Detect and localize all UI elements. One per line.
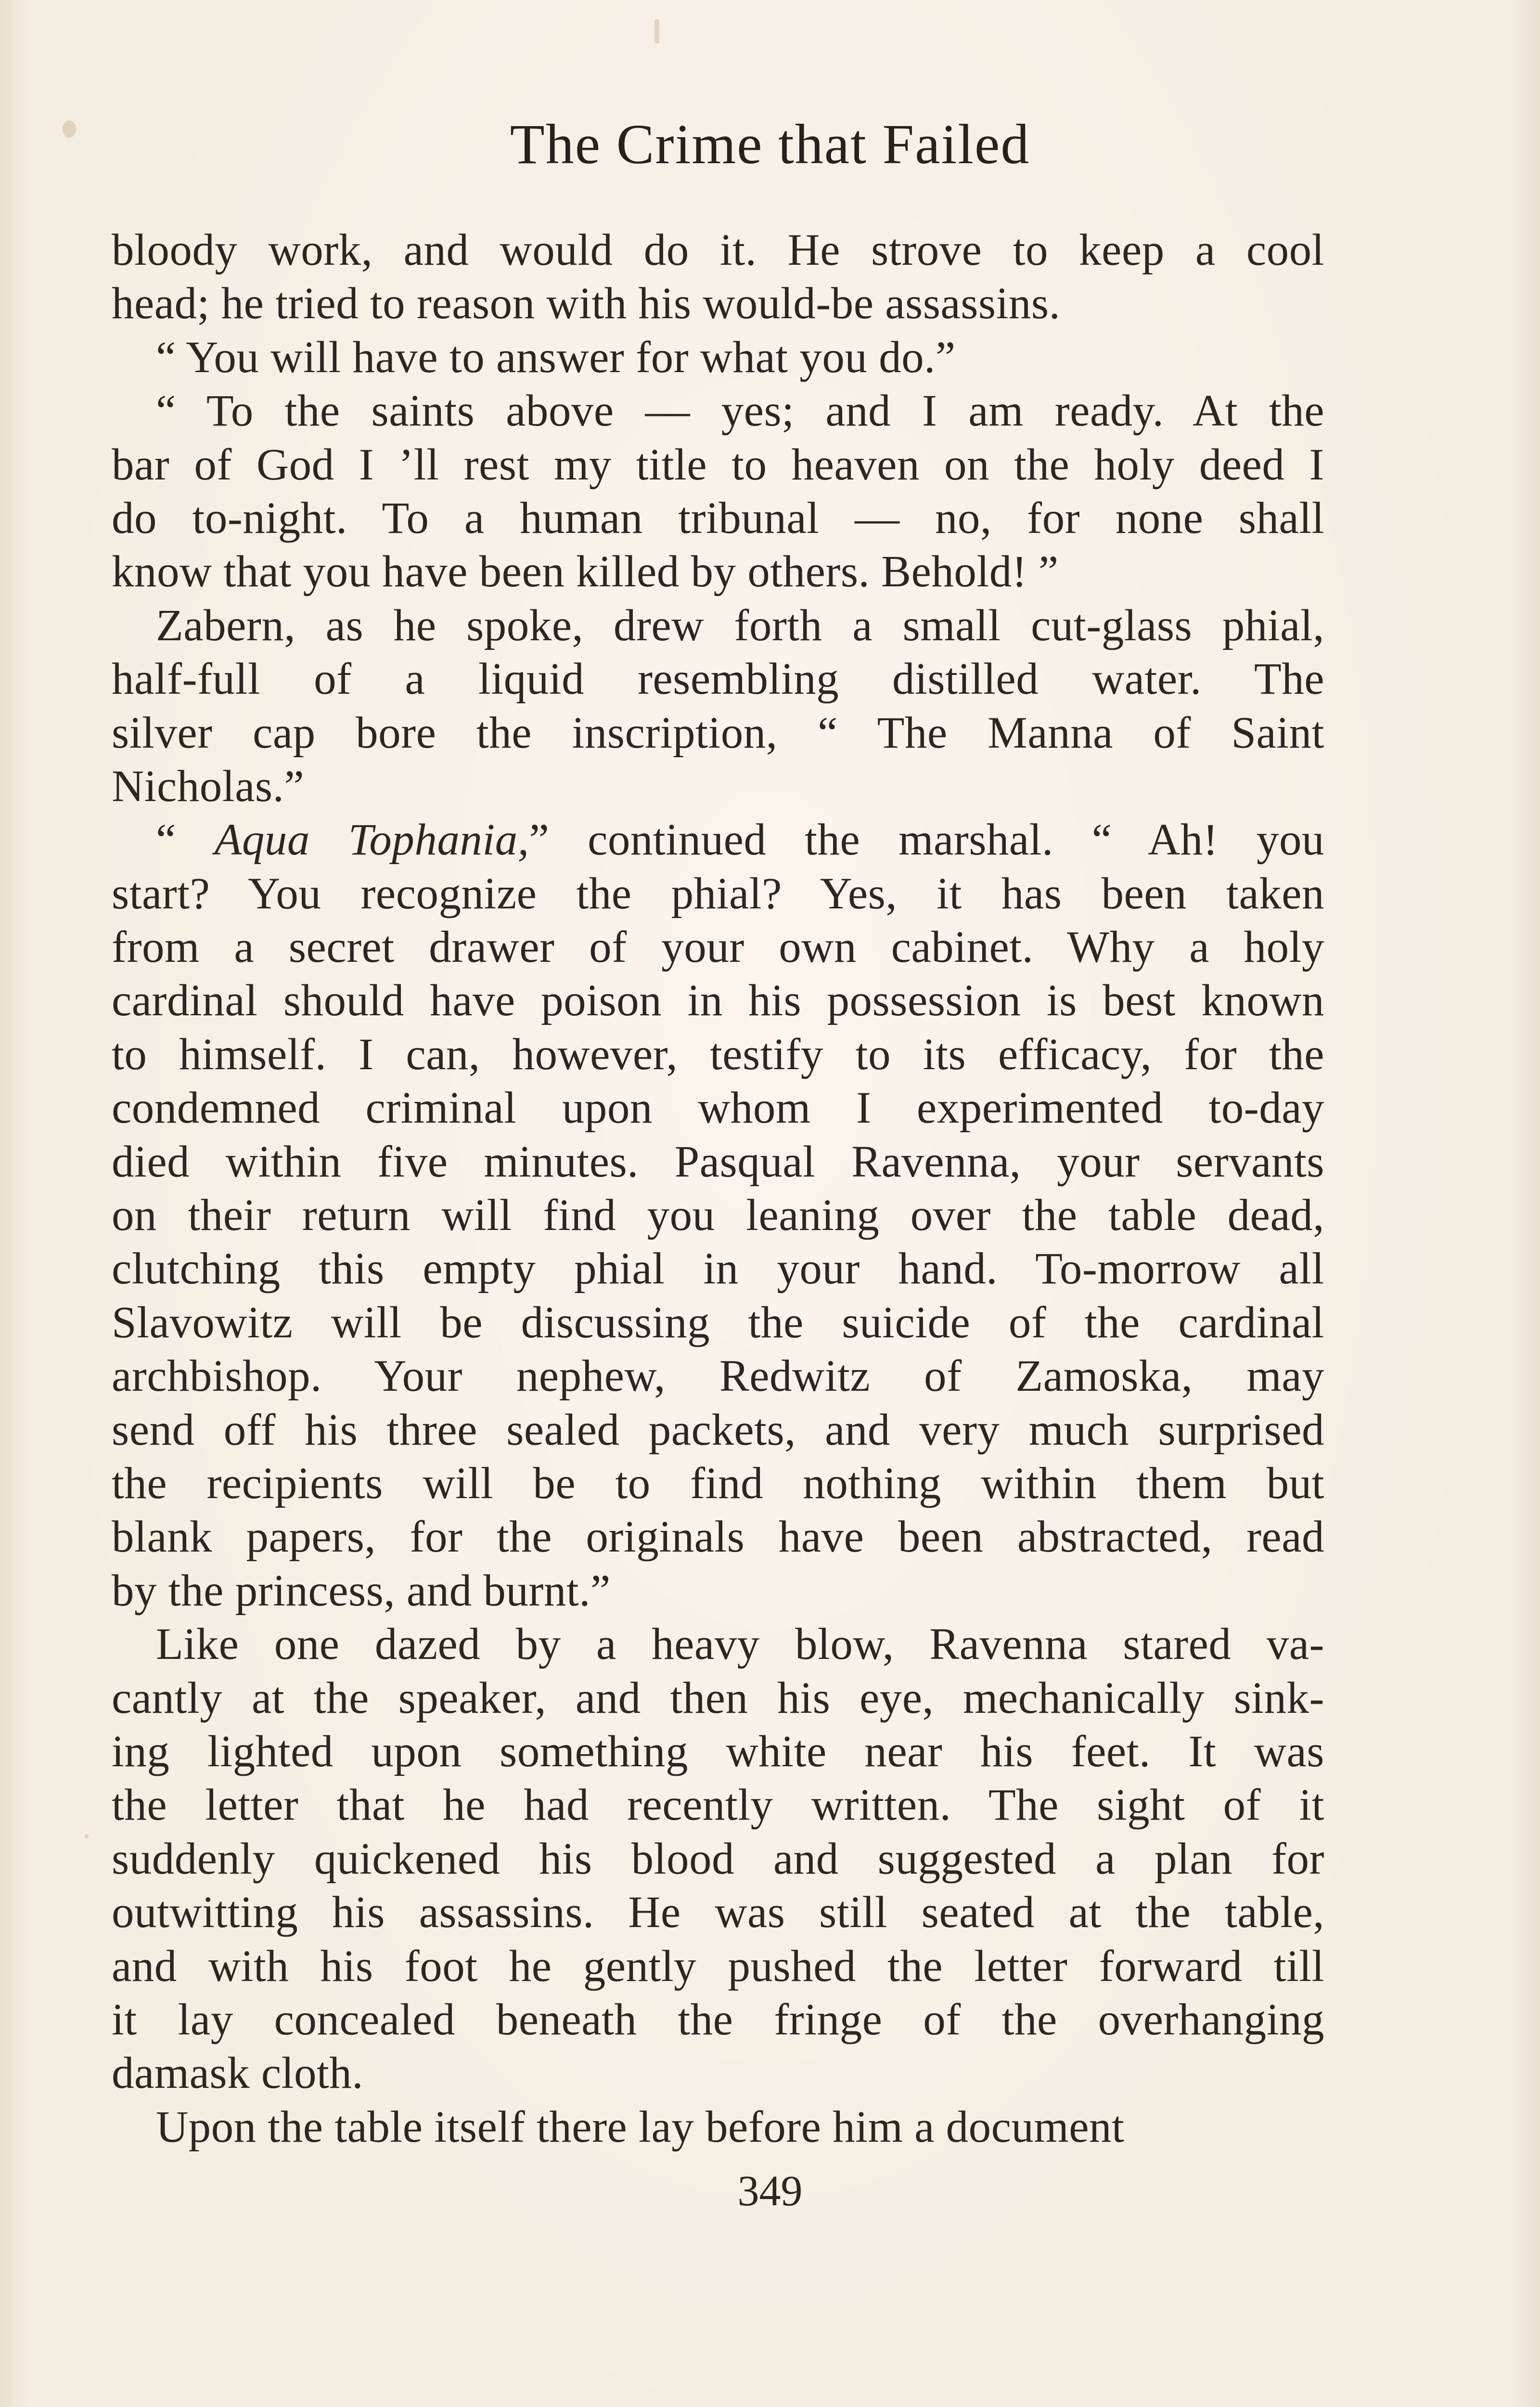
text-line: blank papers, for the originals have been abstracted, read — [112, 1512, 1324, 1562]
text-line: half-full of a liquid resembling distilled water. The — [112, 654, 1324, 704]
text-line: the letter that he had recently written. The sight of it — [112, 1780, 1324, 1830]
text-line: the recipients will be to find nothing within them but — [112, 1458, 1324, 1508]
text-line: cantly at the speaker, and then his eye, mechanically sink- — [112, 1673, 1324, 1723]
text-line: Zabern, as he spoke, drew forth a small cut-glass phial, — [156, 600, 1324, 650]
text-line: Slavowitz will be discussing the suicide of the cardinal — [112, 1297, 1324, 1347]
text-line: archbishop. Your nephew, Redwitz of Zamoska, may — [112, 1351, 1324, 1401]
text-line: bar of God I ’ll rest my title to heaven on the holy deed I — [112, 440, 1324, 490]
paragraph — [112, 223, 1324, 331]
text-line: know that you have been killed by others. Behold! ” — [112, 547, 1059, 597]
text-line: from a secret drawer of your own cabinet. Why a holy — [112, 922, 1324, 972]
text-line: Nicholas.” — [112, 761, 305, 811]
text-line: and with his foot he gently pushed the letter forward till — [112, 1941, 1324, 1991]
paragraph — [112, 1618, 1324, 2100]
text-line: outwitting his assassins. He was still seated at the table, — [112, 1888, 1324, 1938]
paper-speck — [84, 1834, 89, 1838]
paragraph — [112, 2100, 1324, 2154]
paragraph — [112, 599, 1324, 814]
text-line: died within five minutes. Pasqual Ravenna, your servants — [112, 1137, 1324, 1187]
text-line: start? You recognize the phial? Yes, it has been taken — [112, 868, 1324, 919]
text-line: clutching this empty phial in your hand. To-morrow all — [112, 1244, 1324, 1294]
paper-speck — [654, 19, 659, 43]
text-line: ing lighted upon something white near his feet. It was — [112, 1726, 1324, 1776]
paragraph — [112, 384, 1324, 599]
text-line: suddenly quickened his blood and suggested a plan for — [112, 1834, 1324, 1884]
text-line: “ You will have to answer for what you do.” — [156, 332, 956, 382]
text-line: do to-night. To a human tribunal — no, for none shall — [112, 493, 1324, 543]
text-line: it lay concealed beneath the fringe of the overhanging — [112, 1994, 1324, 2045]
text-line: to himself. I can, however, testify to its efficacy, for the — [112, 1029, 1324, 1079]
text-line: by the princess, and burnt.” — [112, 1566, 611, 1616]
text-line: silver cap bore the inscription, “ The Manna of Saint — [112, 708, 1324, 758]
text-line: condemned criminal upon whom I experimented to-day — [112, 1083, 1324, 1133]
paragraph — [112, 331, 1324, 384]
text-line: head; he tried to reason with his would-be assassins. — [112, 279, 1061, 329]
text-line: Upon the table itself there lay before him a document — [156, 2102, 1125, 2152]
text-line: “ To the saints above — yes; and I am ready. At the — [156, 386, 1324, 436]
body-text — [112, 223, 1324, 2154]
text-line: Like one dazed by a heavy blow, Ravenna stared va- — [156, 1619, 1324, 1669]
text-line: cardinal should have poison in his possession is best known — [112, 976, 1324, 1026]
paragraph — [112, 813, 1324, 1618]
text-line: damask cloth. — [112, 2048, 364, 2098]
page-number: 349 — [737, 2167, 803, 2215]
text-line: send off his three sealed packets, and very much surprised — [112, 1405, 1324, 1455]
running-head: The Crime that Failed — [510, 113, 1030, 176]
text-line: on their return will find you leaning over the table dead, — [112, 1191, 1324, 1241]
text-line: “ Aqua Tophania,” continued the marshal. “ Ah! you — [156, 815, 1324, 865]
text-line: bloody work, and would do it. He strove to keep a cool — [112, 225, 1324, 275]
